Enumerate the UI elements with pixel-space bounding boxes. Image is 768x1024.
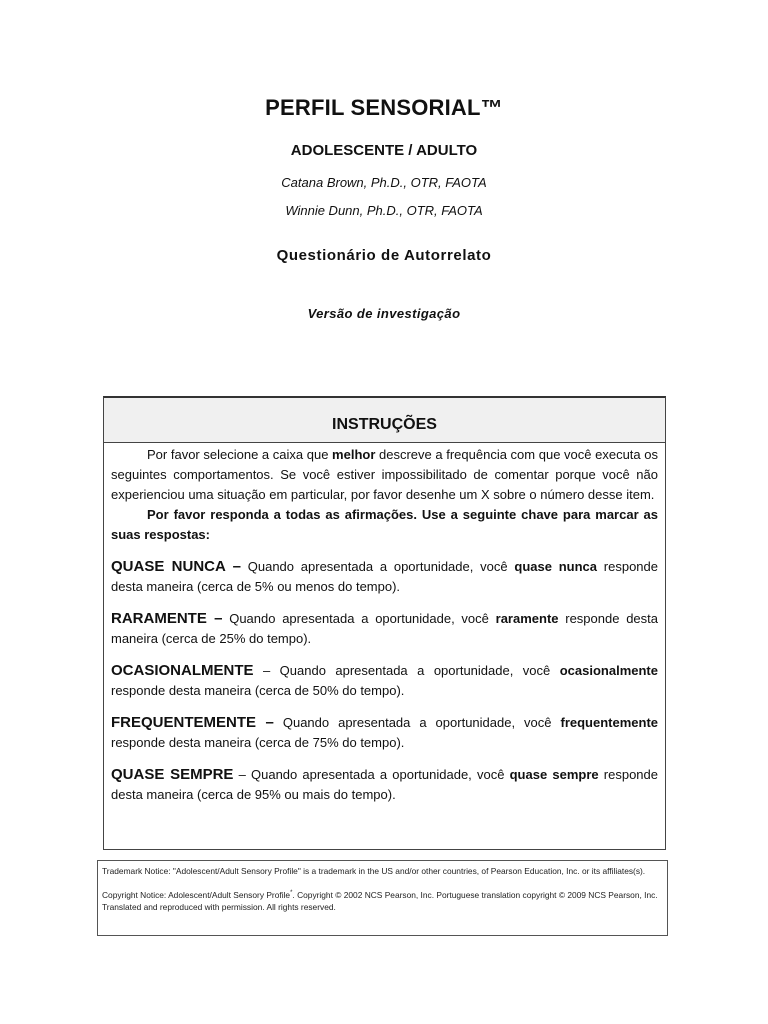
definition-quase-sempre [111,765,658,805]
p1-bold: melhor [332,447,376,462]
definition-bold: frequentemente [560,715,659,730]
definition-text: – Quando apresentada a oportunidade, você [233,767,510,782]
definition-term: FREQUENTEMENTE – [111,714,274,731]
definition-ocasionalmente [111,661,658,701]
definition-term: QUASE NUNCA – [111,558,241,575]
definition-term: OCASIONALMENTE [111,662,254,679]
author-1: Catana Brown, Ph.D., OTR, FAOTA [281,175,487,190]
definition-text: Quando apresentada a oportunidade, você [222,611,496,626]
p1-text-a: Por favor selecione a caixa que [147,447,333,462]
document-title: PERFIL SENSORIAL™ [265,95,503,120]
definition-text: responde desta maneira (cerca de 5% ou menos do tempo). [111,559,659,594]
definition-text: responde desta maneira (cerca de 25% do tempo). [111,611,658,646]
legal-notice-box [97,860,668,936]
author-2: Winnie Dunn, Ph.D., OTR, FAOTA [285,203,483,218]
p2-bold: Por favor responda a todas as afirmações. Use a seguinte chave para marcar as suas respostas: [111,507,658,542]
definition-text: responde desta maneira (cerca de 75% do tempo). [111,735,405,750]
p1-text-b: descreve a frequência com que você executa os seguintes comportamentos. Se você estiver impossibilitado de comentar porque você não experienciou uma situação em particular, por favor desenhe um X sobre o número desse item. [111,447,658,502]
instructions-paragraph-2 [111,505,658,545]
definition-term: QUASE SEMPRE [111,766,234,783]
definition-text: Quando apresentada a oportunidade, você [240,559,515,574]
questionnaire-title: Questionário de Autorrelato [276,247,492,264]
definition-term: RARAMENTE – [111,610,223,627]
copyright-text-a: Copyright Notice: Adolescent/Adult Sensory Profile [102,889,291,900]
instructions-body [104,443,665,805]
definition-text: – Quando apresentada a oportunidade, você [253,663,560,678]
definition-text: responde desta maneira (cerca de 95% ou mais do tempo). [111,767,658,802]
copyright-notice [102,887,663,913]
definition-bold: ocasionalmente [559,663,658,678]
instructions-heading: INSTRUÇÕES [104,398,665,443]
definition-text: Quando apresentada a oportunidade, você [273,715,561,730]
instructions-paragraph-1 [111,445,658,505]
definition-bold: quase sempre [509,767,599,782]
definition-bold: quase nunca [514,559,598,574]
copyright-text-b: . Copyright © 2002 NCS Pearson, Inc. Portuguese translation copyright © 2009 NCS Pearson, Inc. Translated and reproduced with permission. All rights reserved. [102,889,658,912]
version-label: Versão de investigação [307,306,461,321]
definition-quase-nunca [111,557,658,597]
definition-bold: raramente [495,611,559,626]
instructions-box [103,396,666,850]
definition-raramente [111,609,658,649]
trademark-notice: Trademark Notice: "Adolescent/Adult Sensory Profile" is a trademark in the US and/or other countries, of Pearson Education, Inc. or its affiliates(s). [102,866,646,876]
definition-text: responde desta maneira (cerca de 50% do tempo). [111,683,405,698]
copyright-sup: * [290,890,293,896]
document-subtitle: ADOLESCENTE / ADULTO [290,142,478,159]
definition-frequentemente [111,713,658,753]
